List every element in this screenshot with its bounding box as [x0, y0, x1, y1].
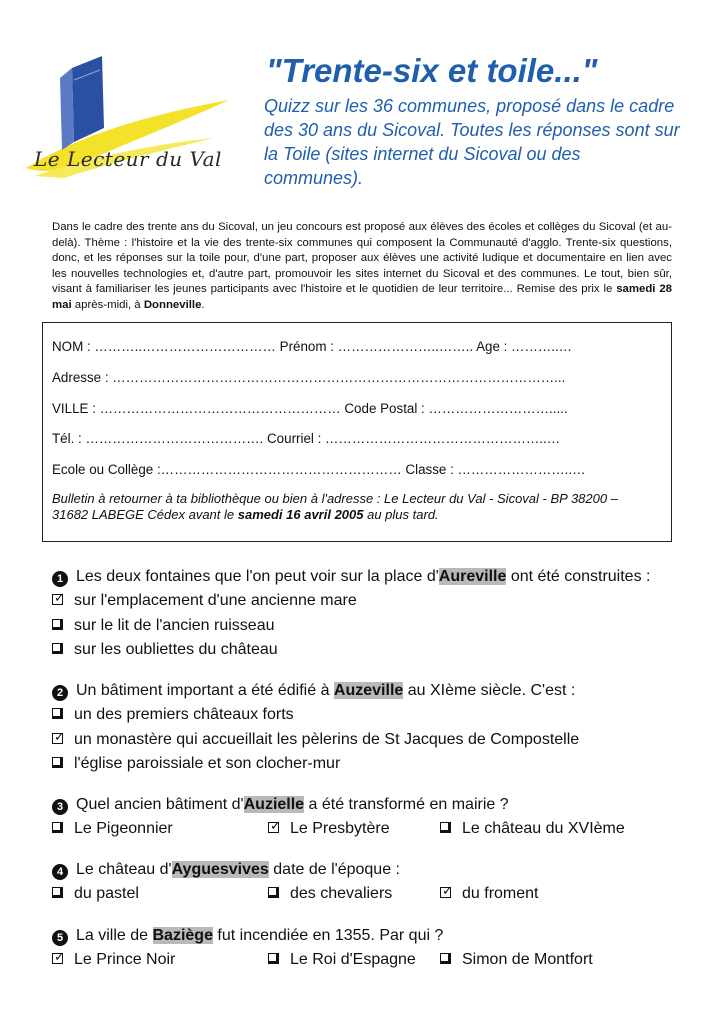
- question-number-badge: 2: [52, 685, 68, 701]
- question-text: Le château d': [76, 861, 172, 878]
- question-text: Quel ancien bâtiment d': [76, 796, 244, 813]
- question-1: [52, 568, 650, 587]
- question-number-badge: 5: [52, 930, 68, 946]
- question-number-badge: 4: [52, 864, 68, 880]
- logo-text: Le Lecteur du Val: [34, 147, 222, 171]
- answer-label: sur le lit de l'ancien ruisseau: [74, 617, 275, 634]
- intro-text-middle: après-midi, à: [71, 298, 144, 311]
- answer-option[interactable]: [268, 820, 390, 838]
- commune-name: Aureville: [438, 568, 507, 585]
- empty-checkbox-icon[interactable]: [52, 820, 66, 834]
- intro-place: Donneville: [143, 298, 202, 311]
- answer-option[interactable]: [52, 641, 278, 659]
- answer-option[interactable]: [52, 617, 275, 635]
- answer-option[interactable]: [52, 706, 294, 724]
- answer-label: Le Pigeonnier: [74, 820, 173, 837]
- commune-name: Baziège: [152, 927, 213, 944]
- intro-date: samedi 28 mai: [52, 283, 672, 311]
- answer-option[interactable]: [52, 885, 139, 903]
- phone-field-line[interactable]: Tél. : …………………………………. Courriel : …………………………………………..…: [52, 431, 561, 446]
- answer-label: un monastère qui accueillait les pèlerins de St Jacques de Compostelle: [74, 731, 580, 748]
- checked-box-icon[interactable]: ✓: [270, 818, 281, 833]
- question-5: [52, 927, 443, 946]
- checked-box-icon[interactable]: ✓: [54, 729, 65, 744]
- address-field-line[interactable]: Adresse : ………………………………………………………………………………………...: [52, 370, 566, 385]
- question-text-end: ont été construites :: [506, 568, 651, 585]
- answer-label: Le Prince Noir: [74, 951, 176, 968]
- answer-option[interactable]: [52, 951, 175, 969]
- city-field-line[interactable]: VILLE : ……………………………………………… Code Postal : ……………………….....: [52, 401, 568, 416]
- return-instructions: [52, 491, 652, 523]
- question-2: [52, 682, 575, 701]
- answer-label: un des premiers châteaux forts: [74, 706, 294, 723]
- question-text-end: date de l'époque :: [268, 861, 400, 878]
- empty-checkbox-icon[interactable]: [52, 885, 66, 899]
- answer-option[interactable]: [440, 820, 625, 838]
- commune-name: Ayguesvives: [171, 861, 269, 878]
- question-text: Un bâtiment important a été édifié à: [76, 682, 334, 699]
- school-field-line[interactable]: Ecole ou Collège :……………………………………………… Classe : ……………………..…: [52, 462, 586, 477]
- return-text: Bulletin à retourner à ta bibliothèque ou bien à l'adresse : Le Lecteur du Val - Sicoval - BP 38200 – 31682 LABEGE Cédex avant le: [52, 491, 618, 522]
- question-text-end: au XIème siècle. C'est :: [403, 682, 576, 699]
- question-text: Les deux fontaines que l'on peut voir sur la place d': [76, 568, 439, 585]
- answer-option[interactable]: [52, 592, 357, 610]
- intro-text-end: .: [201, 298, 205, 311]
- empty-checkbox-icon[interactable]: [440, 820, 454, 834]
- answer-label: Le Roi d'Espagne: [290, 951, 416, 968]
- question-number-badge: 1: [52, 571, 68, 587]
- answer-label: des chevaliers: [290, 885, 393, 902]
- answer-label: Le Presbytère: [290, 820, 390, 837]
- answer-label: du froment: [462, 885, 539, 902]
- empty-checkbox-icon[interactable]: [52, 641, 66, 655]
- return-date: samedi 16 avril 2005: [237, 507, 364, 522]
- question-3: [52, 796, 509, 815]
- page-title: "Trente-six et toile...": [266, 52, 598, 89]
- name-field-line[interactable]: NOM : ………..………………………… Prénom : …………………..…….. Age : ………..…: [52, 339, 573, 354]
- answer-option[interactable]: [52, 820, 173, 838]
- empty-checkbox-icon[interactable]: [440, 951, 454, 965]
- commune-name: Auzielle: [243, 796, 305, 813]
- answer-label: sur les oubliettes du château: [74, 641, 278, 658]
- question-text: La ville de: [76, 927, 153, 944]
- question-text-end: a été transformé en mairie ?: [304, 796, 509, 813]
- answer-option[interactable]: [268, 951, 416, 969]
- answer-option[interactable]: [52, 731, 579, 749]
- page-subtitle: Quizz sur les 36 communes, proposé dans le cadre des 30 ans du Sicoval. Toutes les réponses sont sur la Toile (sites internet du Sicoval ou des communes).: [264, 96, 680, 188]
- registration-form: [42, 322, 672, 542]
- answer-label: l'église paroissiale et son clocher-mur: [74, 755, 341, 772]
- question-4: [52, 861, 400, 880]
- empty-checkbox-icon[interactable]: [52, 755, 66, 769]
- checked-box-icon[interactable]: ✓: [54, 590, 65, 605]
- answer-label: sur l'emplacement d'une ancienne mare: [74, 592, 357, 609]
- answer-option[interactable]: [440, 885, 538, 903]
- answer-option[interactable]: [268, 885, 392, 903]
- answer-option[interactable]: [52, 755, 340, 773]
- empty-checkbox-icon[interactable]: [268, 951, 282, 965]
- answer-label: Simon de Montfort: [462, 951, 593, 968]
- answer-option[interactable]: [440, 951, 593, 969]
- checked-box-icon[interactable]: ✓: [54, 949, 65, 964]
- empty-checkbox-icon[interactable]: [52, 617, 66, 631]
- answer-label: du pastel: [74, 885, 139, 902]
- return-text-end: au plus tard.: [363, 507, 439, 522]
- empty-checkbox-icon[interactable]: [268, 885, 282, 899]
- intro-text: Dans le cadre des trente ans du Sicoval, un jeu concours est proposé aux élèves des écoles et collèges du Sicoval (et au-delà). Thème : l'histoire et la vie des trente-six communes qui composent la Communauté d'agglo. Trente-six questions, donc, et les réponses sur la toile pour, d'une part, proposer aux élèves une activité ludique et documentaire en lien avec les nouvelles technologies et, d'autre part, promouvoir les sites internet du Sicoval et des communes. Le tout, bien sûr, visant à familiariser les jeunes participants avec l'histoire et le quotidien de leur territoire... Remise des prix le: [52, 221, 672, 296]
- commune-name: Auzeville: [333, 682, 404, 699]
- question-text-end: fut incendiée en 1355. Par qui ?: [212, 927, 444, 944]
- checked-box-icon[interactable]: ✓: [442, 883, 453, 898]
- answer-label: Le château du XVIème: [462, 820, 625, 837]
- question-number-badge: 3: [52, 799, 68, 815]
- empty-checkbox-icon[interactable]: [52, 706, 66, 720]
- intro-paragraph: [52, 220, 672, 314]
